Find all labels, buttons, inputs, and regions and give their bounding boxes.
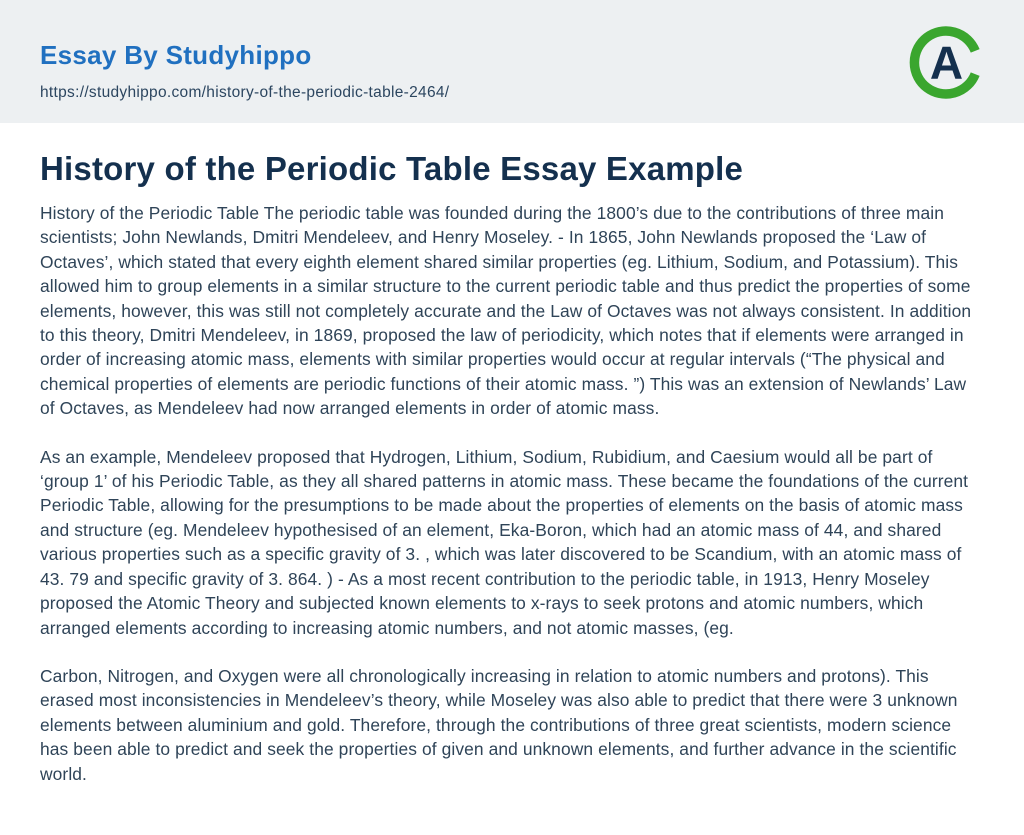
logo-ring-icon xyxy=(907,23,986,102)
essay-paragraph-2: As an example, Mendeleev proposed that Hydrogen, Lithium, Sodium, Rubidium, and Caesium would all be part of ‘group 1’ of his Periodic Table, as they all shared patterns in atomic mass. These became the foundations of the current Periodic Table, allowing for the presumptions to be made about the properties of elements on the basis of atomic mass and structure (eg. Mendeleev hypothesised of an element, Eka-Boron, which had an atomic mass of 44, and shared various properties such as a specific gravity of 3. , which was later discovered to be Scandium, with an atomic mass of 43. 79 and specific gravity of 3. 864. ) - As a most recent contribution to the periodic table, in 1913, Henry Moseley proposed the Atomic Theory and subjected known elements to x-rays to seek protons and atomic numbers, which arranged elements according to increasing atomic numbers, and not atomic masses, (eg. xyxy=(40,446,969,638)
essay-paragraph-3: Carbon, Nitrogen, and Oxygen were all chronologically increasing in relation to atomic numbers and protons). This erased most inconsistencies in Mendeleev’s theory, while Moseley was also able to predict that there were 3 unknown elements between aluminium and gold. Therefore, through the contributions of three great scientists, modern science has been able to predict and seek the properties of given and unknown elements, and further advance in the scientific world. xyxy=(40,665,958,784)
site-name: Essay By Studyhippo xyxy=(40,40,312,70)
logo-letter: A xyxy=(929,36,964,89)
studyhippo-logo xyxy=(907,23,986,102)
page-header xyxy=(0,0,1024,123)
article-content xyxy=(0,123,1024,786)
essay-paragraph-1: History of the Periodic Table The periodic table was founded during the 1800’s due to the contributions of three main scientists; John Newlands, Dmitri Mendeleev, and Henry Moseley. - In 1865, John Newlands proposed the ‘Law of Octaves’, which stated that every eighth element shared similar properties (eg. Lithium, Sodium, and Potassium). This allowed him to group elements in a similar structure to the current periodic table and thus predict the properties of some elements, however, this was still not completely accurate and the Law of Octaves was not always consistent. In addition to this theory, Dmitri Mendeleev, in 1869, proposed the law of periodicity, which notes that if elements were arranged in order of increasing atomic mass, elements with similar properties would occur at regular intervals (“The physical and chemical properties of elements are periodic functions of their atomic mass. ”) This was an extension of Newlands’ Law of Octaves, as Mendeleev had now arranged elements in order of atomic mass. xyxy=(40,203,972,419)
page-title: History of the Periodic Table Essay Example xyxy=(40,150,744,187)
source-url-link[interactable]: https://studyhippo.com/history-of-the-periodic-table-2464/ xyxy=(40,84,450,101)
